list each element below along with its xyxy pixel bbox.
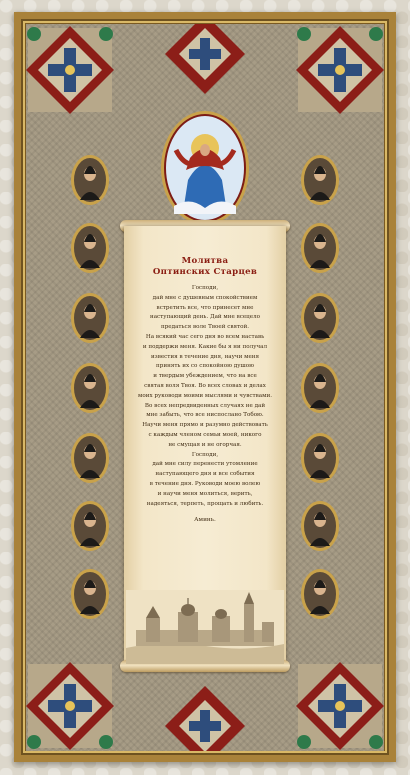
elder-portrait-left-1-icon	[70, 154, 110, 206]
prayer-line: известия в течение дня, научи меня	[150, 353, 260, 360]
elder-portrait-left-6-icon	[70, 500, 110, 552]
prayer-line: На всякий час сего дня во всем наставь	[145, 333, 265, 340]
prayer-line: святая воля Твоя. Во всех словах и делах	[144, 382, 266, 389]
prayer-line: и твердым убеждением, что на все	[153, 373, 257, 380]
prayer-line: в течение дня. Руководи моею волею	[149, 480, 261, 487]
prayer-line: предаться воле Твоей святой.	[161, 324, 249, 331]
elder-portrait-right-1-icon	[300, 154, 340, 206]
prayer-line: не смущая и не огорчая.	[168, 441, 242, 448]
prayer-line: Господи,	[191, 451, 219, 458]
elder-portrait-left-5-icon	[70, 432, 110, 484]
elder-portrait-right-2-icon	[300, 222, 340, 274]
ornament-top-center-icon	[155, 24, 255, 104]
elder-portrait-right-4-icon	[300, 362, 340, 414]
prayer-line: мне забыть, что все ниспослано Тобою.	[146, 412, 264, 419]
prayer-line: дай мне с душевным спокойствием	[152, 294, 258, 301]
prayer-line: Во всех непредвиденных случаях не дай	[144, 402, 266, 409]
elder-portrait-right-7-icon	[300, 568, 340, 620]
elder-portrait-right-3-icon	[300, 292, 340, 344]
elder-portrait-left-2-icon	[70, 222, 110, 274]
prayer-line: моих руководи моими мыслями и чувствами.	[138, 392, 272, 399]
prayer-line: Господи,	[191, 285, 219, 291]
elder-portrait-left-7-icon	[70, 568, 110, 620]
ornament-bottom-left-icon	[26, 656, 120, 751]
prayer-line: дай мне силу перенести утомление	[152, 461, 258, 468]
prayer-line: и поддержи меня. Какие бы я ни получал	[142, 343, 268, 350]
prayer-amen: Аминь.	[194, 517, 216, 524]
elder-portrait-right-5-icon	[300, 432, 340, 484]
elder-portrait-left-3-icon	[70, 292, 110, 344]
prayer-line: принять их со спокойною душою	[156, 363, 254, 370]
prayer-line: с каждым членом семьи моей, никого	[148, 431, 262, 438]
monastery-sketch-icon	[126, 590, 284, 664]
embroidery-canvas	[26, 24, 384, 751]
ornament-top-left-icon	[26, 24, 120, 120]
prayer-line: надеяться, терпеть, прощать и любить.	[146, 500, 264, 507]
elder-portrait-right-6-icon	[300, 500, 340, 552]
theotokos-icon	[160, 110, 250, 226]
elder-portrait-left-4-icon	[70, 362, 110, 414]
prayer-line: и научи меня молиться, верить,	[157, 490, 253, 497]
prayer-line: встретить все, что принесет мне	[156, 304, 254, 311]
prayer-line: наступающий день. Дай мне всецело	[149, 314, 260, 321]
ornament-bottom-right-icon	[290, 656, 384, 751]
prayer-title-line-2: Оптинских Старцев	[152, 267, 258, 277]
prayer-title-line-1: Молитва	[181, 256, 229, 266]
ornament-top-right-icon	[290, 24, 384, 120]
prayer-line: Научи меня прямо и разумно действовать	[142, 422, 268, 429]
prayer-line: наступающего дня и все события	[155, 471, 255, 478]
prayer-text	[126, 256, 284, 525]
ornament-bottom-center-icon	[155, 676, 255, 751]
